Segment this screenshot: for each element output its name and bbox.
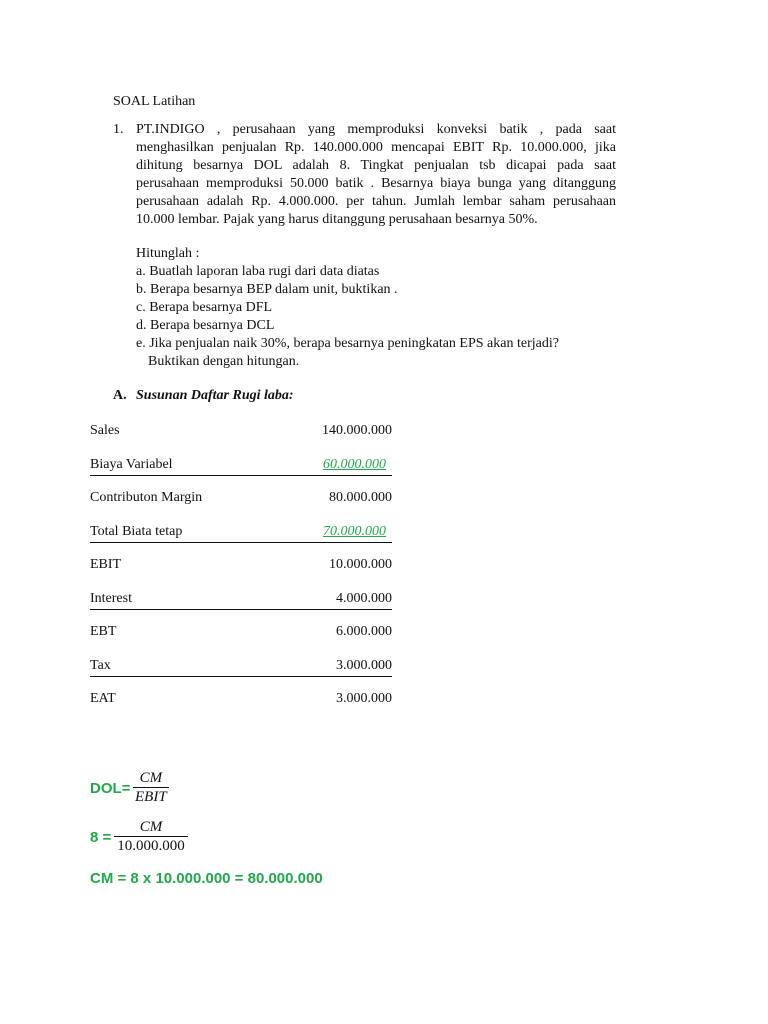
- income-label: Biaya Variabel: [90, 457, 173, 472]
- income-label: EAT: [90, 691, 116, 706]
- income-row: [90, 523, 392, 543]
- eq2-label: 8 =: [90, 829, 112, 846]
- question-line: perusahaan memproduksi 50.000 batik . Besarnya biaya bunga yang ditanggung: [136, 176, 616, 191]
- dol-denominator: EBIT: [135, 789, 167, 805]
- task-list: [136, 263, 559, 371]
- question-line: perusahaan adalah Rp. 4.000.000. per tahun. Jumlah lembar saham perusahaan: [136, 194, 616, 209]
- income-row: [90, 556, 392, 575]
- dol-numerator: CM: [139, 770, 163, 786]
- income-value: 140.000.000: [322, 423, 392, 438]
- income-value: 80.000.000: [329, 490, 392, 505]
- income-label: Contributon Margin: [90, 490, 203, 505]
- income-value: 10.000.000: [329, 557, 392, 572]
- income-value: 70.000.000: [323, 524, 386, 539]
- task-item: d. Berapa besarnya DCL: [136, 318, 275, 333]
- income-label: EBIT: [90, 557, 122, 572]
- task-item: a. Buatlah laporan laba rugi dari data diatas: [136, 264, 380, 279]
- income-row: [90, 657, 392, 677]
- income-value: 3.000.000: [336, 658, 392, 673]
- income-label: Tax: [90, 658, 111, 673]
- income-label: Interest: [90, 591, 132, 606]
- task-item: Buktikan dengan hitungan.: [148, 354, 300, 369]
- income-row: [90, 489, 392, 508]
- question-paragraph: [136, 121, 616, 229]
- question-line: dihitung besarnya DOL adalah 8. Tingkat penjualan tsb dicapai pada saat: [136, 158, 616, 173]
- income-value: 4.000.000: [336, 591, 392, 606]
- eq2-denominator: 10.000.000: [117, 838, 185, 854]
- income-label: EBT: [90, 624, 117, 639]
- section-letter: A.: [113, 388, 127, 403]
- eq2-fraction: [114, 818, 188, 855]
- dol-fraction: [133, 769, 169, 806]
- income-row: [90, 422, 392, 441]
- task-item: e. Jika penjualan naik 30%, berapa besarnya peningkatan EPS akan terjadi?: [136, 336, 559, 351]
- income-value: 3.000.000: [336, 691, 392, 706]
- income-value: 6.000.000: [336, 624, 392, 639]
- income-value: 60.000.000: [323, 457, 386, 472]
- income-row: [90, 690, 392, 709]
- task-item: c. Berapa besarnya DFL: [136, 300, 273, 315]
- question-line: menghasilkan penjualan Rp. 140.000.000 mencapai EBIT Rp. 10.000.000, jika: [136, 140, 616, 155]
- task-item: b. Berapa besarnya BEP dalam unit, buktikan .: [136, 282, 398, 297]
- income-label: Total Biata tetap: [90, 524, 183, 539]
- question-line: 10.000 lembar. Pajak yang harus ditanggung perusahaan besarnya 50%.: [136, 212, 538, 227]
- income-label: Sales: [90, 423, 120, 438]
- question-line: PT.INDIGO , perusahaan yang memproduksi konveksi batik , pada saat: [136, 122, 616, 137]
- section-heading: Susunan Daftar Rugi laba:: [136, 388, 294, 403]
- eq2-numerator: CM: [139, 819, 163, 835]
- cm-result: CM = 8 x 10.000.000 = 80.000.000: [90, 870, 323, 887]
- income-row: [90, 456, 392, 476]
- page-title: SOAL Latihan: [113, 94, 196, 109]
- question-number: 1.: [113, 122, 124, 137]
- income-row: [90, 623, 392, 642]
- dol-label: DOL=: [90, 780, 131, 797]
- hitunglah-label: Hitunglah :: [136, 246, 200, 261]
- income-row: [90, 590, 392, 610]
